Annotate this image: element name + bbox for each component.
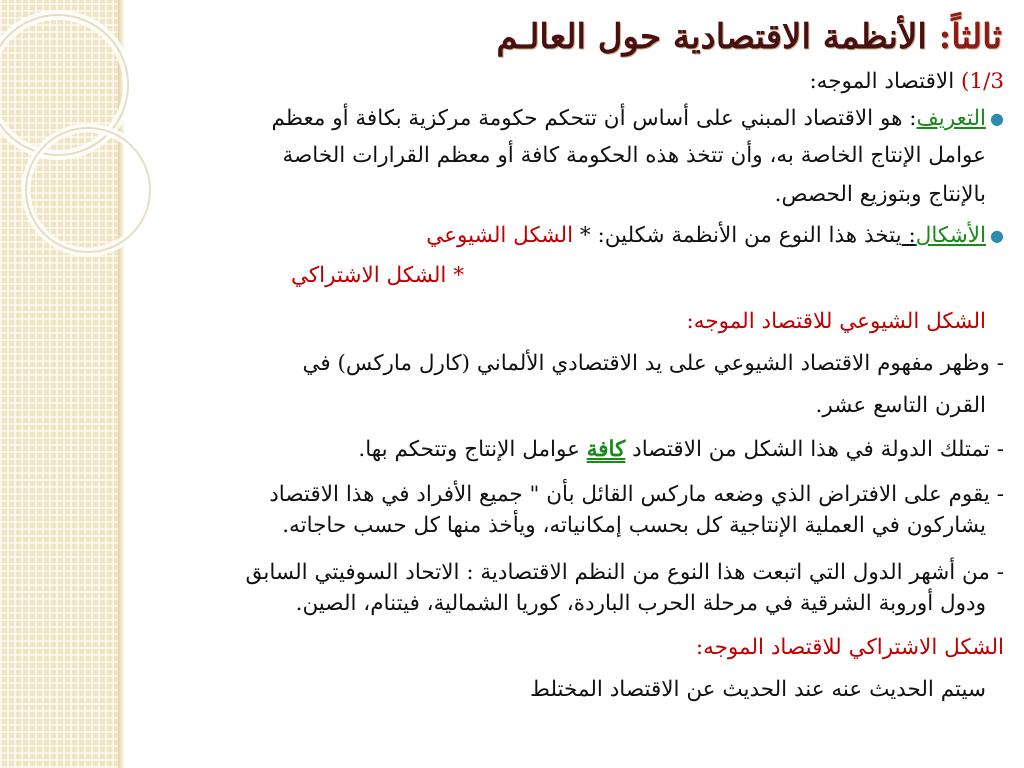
definition-line-3: بالإنتاج وبتوزيع الحصص. xyxy=(774,182,986,207)
communist-p1-line-1: - وظهر مفهوم الاقتصاد الشيوعي على يد الاقتصادي الألماني (كارل ماركس) في xyxy=(302,351,1004,376)
communist-p4-line-2: ودول أوروبة الشرقية في مرحلة الحرب الباردة، كوريا الشمالية، فيتنام، الصين. xyxy=(295,591,986,616)
bullet-icon: ● xyxy=(990,109,1004,128)
communist-p2 xyxy=(8,436,1004,464)
definition-colon: : xyxy=(902,106,917,131)
title-text: الأنظمة الاقتصادية حول العالـم xyxy=(496,17,939,57)
section-heading xyxy=(8,68,1004,96)
forms-communist: الشكل الشيوعي xyxy=(426,223,574,248)
forms-socialist: * الشكل الاشتراكي xyxy=(290,263,464,288)
communist-p3-line-2: يشاركون في العملية الإنتاجية كل بحسب إمكانياته، ويأخذ منها كل حسب حاجاته. xyxy=(282,513,986,538)
bullet-icon: ● xyxy=(990,226,1004,245)
communist-p4-line-1: - من أشهر الدول التي اتبعت هذا النوع من النظم الاقتصادية : الاتحاد السوفيتي السابق xyxy=(245,560,1004,585)
definition-line-2: عوامل الإنتاج الخاصة به، وأن تتخذ هذه الحكومة كافة أو معظم القرارات الخاصة xyxy=(282,143,986,168)
communist-p3-line-1: - يقوم على الافتراض الذي وضعه ماركس القائل بأن " جميع الأفراد في هذا الاقتصاد xyxy=(269,482,1004,507)
definition-label: التعريف xyxy=(916,106,986,131)
communist-p2-after: عوامل الإنتاج وتتحكم بها. xyxy=(358,437,587,462)
title-prefix: ثالثاً: xyxy=(938,17,1002,57)
forms-colon: : xyxy=(901,223,916,248)
socialist-p1: سيتم الحديث عنه عند الحديث عن الاقتصاد المختلط xyxy=(530,677,986,702)
slide-title xyxy=(242,12,1002,62)
communist-p2-highlight: كافة xyxy=(586,437,626,462)
definition-line-1: هو الاقتصاد المبني على أساس أن تتحكم حكومة مركزية بكافة أو معظم xyxy=(271,106,903,131)
communist-heading: الشكل الشيوعي للاقتصاد الموجه: xyxy=(686,309,986,334)
definition-bullet xyxy=(8,105,1024,133)
communist-p2-before: - تمتلك الدولة في هذا الشكل من الاقتصاد xyxy=(625,437,1004,462)
section-heading-text: الاقتصاد الموجه: xyxy=(809,69,961,94)
forms-bullet xyxy=(8,222,1024,250)
socialist-heading: الشكل الاشتراكي للاقتصاد الموجه: xyxy=(695,635,1004,660)
forms-intro: يتخذ هذا النوع من الأنظمة شكلين: * xyxy=(573,223,902,248)
section-number: 1/3) xyxy=(961,69,1004,94)
communist-p1-line-2: القرن التاسع عشر. xyxy=(815,393,986,418)
forms-label: الأشكال xyxy=(915,223,986,248)
